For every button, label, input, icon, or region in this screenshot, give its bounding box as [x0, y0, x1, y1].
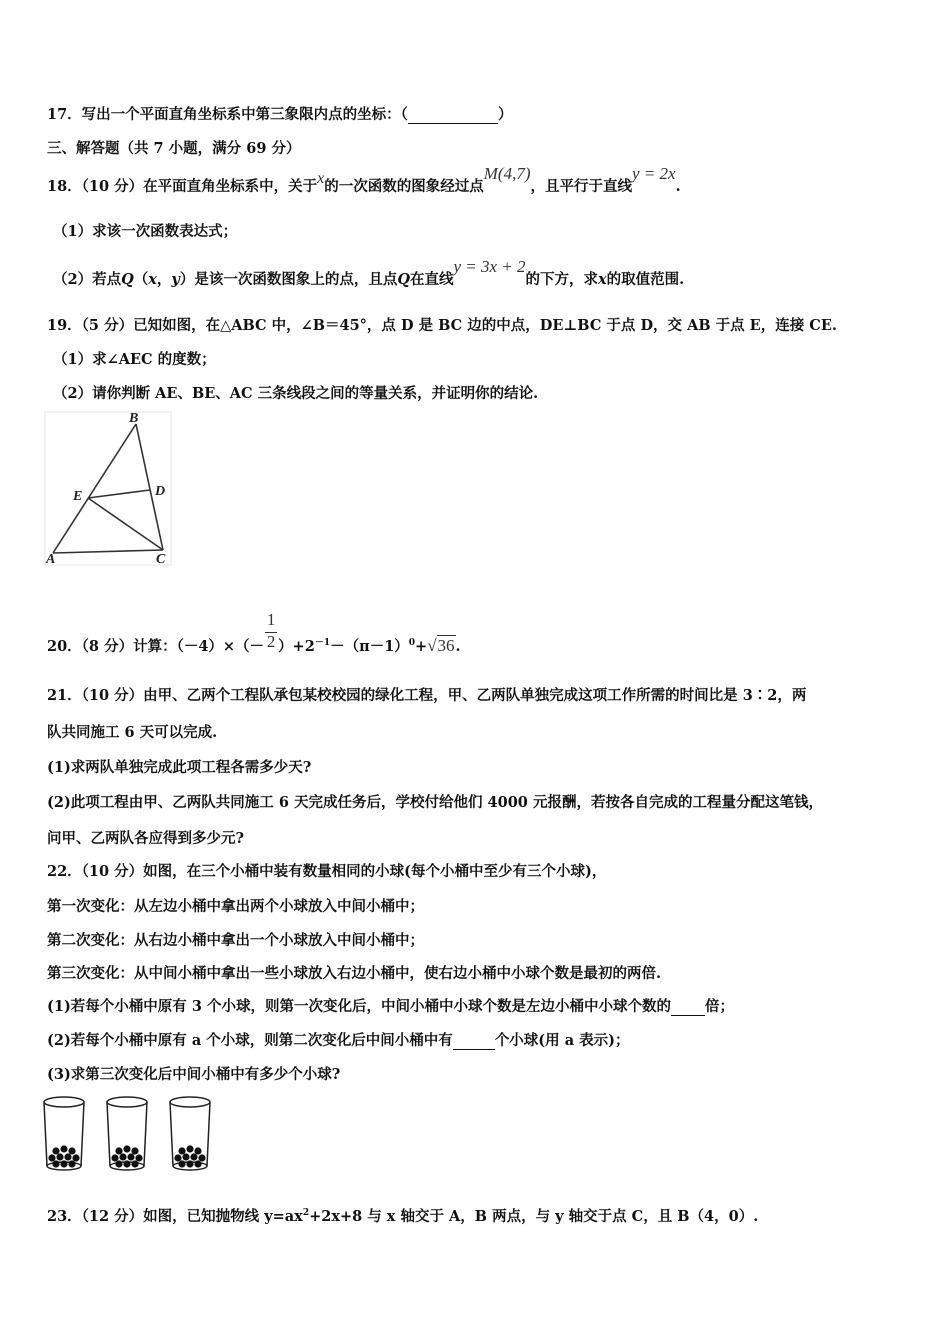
label-b: B: [129, 411, 139, 426]
q23-a: 23．（12 分）如图，已知抛物线 y=ax: [47, 1208, 303, 1225]
section-3-title: 三、解答题（共 7 小题，满分 69 分）: [47, 140, 301, 157]
q21-sub1: (1)求两队单独完成此项工程各需多少天?: [47, 759, 312, 776]
q23-b: +2x+8 与 x 轴交于 A，B 两点，与 y 轴交于点 C，且 B（4，0）.: [309, 1208, 759, 1225]
q18-part-b: 的一次函数的图象经过点: [324, 178, 484, 195]
q21-sub2-line1: (2)此项工程由甲、乙两队共同施工 6 天完成任务后，学校付给他们 4000 元报酬，若按各自完成的工程量分配这笔钱，: [47, 794, 823, 811]
q18-sub2-f: 的下方，求: [525, 271, 599, 288]
q18-sub2-e: 在直线: [409, 271, 454, 288]
triangle-figure: [44, 410, 174, 568]
label-a: A: [46, 552, 56, 567]
q22-sub2: [47, 1029, 630, 1050]
q18-point-m: M(4,7): [483, 164, 531, 183]
q20-fraction: [264, 610, 278, 654]
q20-exp1: －1: [314, 638, 331, 649]
q22-sub2-blank: [453, 1032, 495, 1050]
q18-sub2-g: 的取值范围.: [606, 271, 685, 288]
q18-sub2-q: Q: [121, 271, 134, 288]
q17-answer-blank: [408, 106, 498, 124]
q23-sup: 2: [302, 1208, 310, 1219]
left-bucket: [44, 1097, 84, 1170]
q20-frac-den: 2: [266, 632, 276, 651]
q18-sub2-c: ，: [156, 271, 172, 288]
q20-sqrt-val: 36: [437, 636, 455, 655]
q17-text: 17．写出一个平面直角坐标系中第三象限内点的坐标：（: [47, 106, 408, 123]
question-21-line1: 21．（10 分）由甲、乙两个工程队承包某校校园的绿化工程，甲、乙两队单独完成这项工作所需的时间比是 3∶2，两: [47, 687, 807, 704]
q22-sub1-blank: [671, 998, 705, 1016]
q22-sub1-b: 倍；: [705, 998, 734, 1015]
buckets-figure: [42, 1092, 222, 1172]
q21-sub2-line2: 问甲、乙两队各应得到多少元?: [47, 830, 244, 847]
q18-sub2-b: （: [133, 271, 149, 288]
middle-bucket: [107, 1097, 147, 1170]
q22-change2: 第二次变化：从右边小桶中拿出一个小球放入中间小桶中；: [47, 932, 424, 949]
segment-ec: [88, 498, 163, 550]
q18-sub2-x2: x: [598, 271, 607, 288]
q18-sub2-q2: Q: [397, 271, 410, 288]
segment-ab: [53, 424, 136, 553]
q18-sub2-x: x: [148, 271, 157, 288]
q22-sub1-a: (1)若每个小桶中原有 3 个小球，则第一次变化后，中间小桶中小球个数是左边小桶中小球个数的: [47, 998, 671, 1015]
q18-line-eq: y = 2x: [632, 164, 676, 183]
question-20: [47, 600, 461, 655]
q20-frac-num: 1: [266, 610, 276, 629]
q18-var-x: x: [317, 170, 325, 187]
segment-ed: [88, 490, 150, 498]
question-17: [47, 103, 512, 124]
segment-ac: [53, 550, 163, 553]
q18-sub2-eq: y = 3x + 2: [453, 257, 526, 276]
question-19: 19．（5 分）已知如图，在△ABC 中，∠B＝45°，点 D 是 BC 边的中点，DE⊥BC 于点 D，交 AB 于点 E，连接 CE.: [47, 317, 837, 334]
right-bucket: [170, 1097, 210, 1170]
q19-sub2: （2）请你判断 AE、BE、AC 三条线段之间的等量关系，并证明你的结论.: [53, 385, 539, 402]
q20-mid2: －（π－1）: [330, 638, 409, 655]
question-21-line2: 队共同施工 6 天可以完成.: [47, 724, 218, 741]
q18-part-a: 18．（10 分）在平面直角坐标系中，关于: [47, 178, 318, 195]
q17-close: ）: [497, 106, 513, 123]
q22-sub1: [47, 995, 734, 1016]
q18-sub2-d: ）是该一次函数图象上的点，且点: [179, 271, 398, 288]
question-22: 22．（10 分）如图，在三个小桶中装有数量相同的小球(每个小桶中至少有三个小球)，: [47, 863, 607, 880]
q22-sub2-a: (2)若每个小桶中原有 a 个小球，则第二次变化后中间小桶中有: [47, 1032, 453, 1049]
q18-sub2-a: （2）若点: [53, 271, 122, 288]
q20-plus: +: [415, 638, 428, 655]
q22-change3: 第三次变化：从中间小桶中拿出一些小球放入右边小桶中，使右边小桶中小球个数是最初的两倍.: [47, 965, 662, 982]
label-c: C: [156, 552, 166, 567]
label-e: E: [73, 489, 83, 504]
q22-change1: 第一次变化：从左边小桶中拿出两个小球放入中间小桶中；: [47, 898, 424, 915]
q18-part-c: ，且平行于直线: [530, 178, 632, 195]
q18-sub2: [53, 257, 685, 289]
q18-sub1: （1）求该一次函数表达式；: [53, 223, 238, 240]
q20-end: .: [455, 638, 461, 655]
q20-mid: ）+2: [278, 638, 315, 655]
q22-sub3: (3)求第三次变化后中间小桶中有多少个小球?: [47, 1066, 341, 1083]
question-18: [47, 164, 681, 196]
q18-end: .: [675, 178, 681, 195]
q19-sub1: （1）求∠AEC 的度数；: [53, 351, 216, 368]
q20-exp2: 0: [408, 638, 416, 649]
q22-sub2-b: 个小球(用 a 表示)；: [494, 1032, 630, 1049]
q18-sub2-y: y: [171, 271, 180, 288]
label-d: D: [155, 484, 166, 499]
question-23: [47, 1205, 758, 1226]
q20-sqrt: √36: [427, 636, 455, 655]
q20-prefix: 20．（8 分）计算：（－4）×（－: [47, 638, 265, 655]
